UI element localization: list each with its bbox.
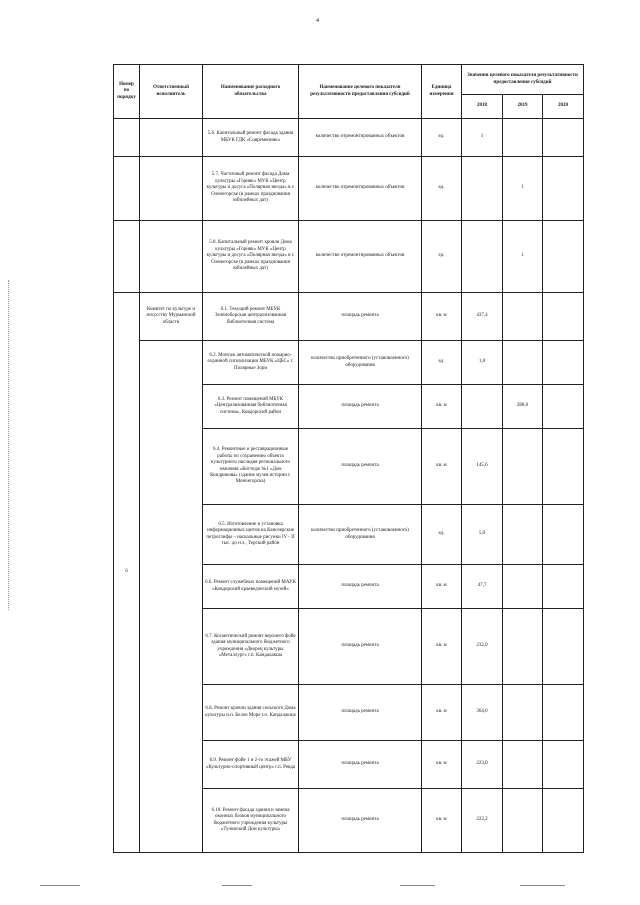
- cell-unit: ед.: [422, 341, 462, 385]
- cell-expense-name: 6.2. Монтаж автоматической пожарно-охранной сигнализации МБУК «ЦБС» г. Полярные Зори: [203, 341, 299, 385]
- table-header: [114, 65, 584, 119]
- cell-indicator: площадь ремонта: [299, 385, 422, 429]
- cell-unit: ед.: [422, 119, 462, 157]
- header-unit: Единица измерения: [422, 65, 462, 119]
- cell-unit: ед.: [422, 157, 462, 221]
- cell-value-2019: [503, 609, 543, 685]
- cell-responsible: [140, 157, 203, 221]
- cell-value-2019: [503, 789, 543, 853]
- cell-value-2019: [503, 741, 543, 789]
- table-row: [114, 119, 584, 157]
- cell-responsible: [140, 119, 203, 157]
- cell-value-2019: 1: [503, 221, 543, 293]
- table-row: [114, 341, 584, 385]
- cell-value-2020: [543, 685, 584, 741]
- cell-value-2019: [503, 293, 543, 341]
- cell-value-2019: [503, 341, 543, 385]
- cell-num: [114, 157, 140, 221]
- cell-value-2019: [503, 119, 543, 157]
- cell-value-2019: [503, 685, 543, 741]
- cell-indicator: количество отремонтированных объектов: [299, 221, 422, 293]
- cell-indicator: площадь ремонта: [299, 741, 422, 789]
- cell-value-2020: [543, 293, 584, 341]
- header-values-group: Значения целевого показателя результативности предоставления субсидий: [462, 65, 584, 95]
- scan-artifact-line: [40, 885, 80, 886]
- cell-value-2018: 222,2: [462, 789, 503, 853]
- cell-value-2018: 5,0: [462, 505, 503, 565]
- cell-value-2018: 1: [462, 119, 503, 157]
- cell-responsible-committee: Комитет по культуре и искусству Мурманской области: [140, 293, 203, 341]
- table-row: [114, 157, 584, 221]
- cell-expense-name: 6.1. Текущий ремонт МБУК Зеленоборская централизованная библиотечная система: [203, 293, 299, 341]
- cell-value-2018: 232,0: [462, 609, 503, 685]
- cell-unit: кв. м: [422, 385, 462, 429]
- cell-value-2020: [543, 741, 584, 789]
- scan-artifact-line: [520, 885, 565, 886]
- header-year-2019: 2019: [503, 95, 543, 119]
- cell-expense-name: 6.9. Ремонт фойе 1 и 2-го этажей МБУ «Культурно-спортивный центр» г.п. Ревда: [203, 741, 299, 789]
- cell-unit: кв. м: [422, 293, 462, 341]
- cell-value-2020: [543, 789, 584, 853]
- cell-unit: кв. м: [422, 429, 462, 505]
- header-responsible: Ответственный исполнитель: [140, 65, 203, 119]
- cell-value-2020: [543, 429, 584, 505]
- indicator-table: [113, 64, 584, 853]
- cell-unit: ед.: [422, 505, 462, 565]
- cell-value-2019: [503, 505, 543, 565]
- header-num: Номер по порядку: [114, 65, 140, 119]
- cell-indicator: площадь ремонта: [299, 429, 422, 505]
- cell-value-2020: [543, 119, 584, 157]
- cell-value-2019: [503, 565, 543, 609]
- cell-expense-name: 6.5. Изготовление и установка информационных щитов на Канозерские петроглифы – наскальные рисунки IV - II тыс. до н.э., Терский район: [203, 505, 299, 565]
- cell-unit: кв. м: [422, 609, 462, 685]
- cell-value-2020: [543, 609, 584, 685]
- cell-indicator: площадь ремонта: [299, 565, 422, 609]
- cell-value-2019: 1: [503, 157, 543, 221]
- cell-value-2019: [503, 429, 543, 505]
- cell-unit: кв. м: [422, 741, 462, 789]
- cell-value-2018: 145,6: [462, 429, 503, 505]
- cell-expense-name: 6.8. Ремонт кровли здания сельского Дома культуры н.п. Белое Море г.п. Кандалакша: [203, 685, 299, 741]
- cell-value-2018: 437,4: [462, 293, 503, 341]
- cell-unit: кв. м: [422, 565, 462, 609]
- cell-value-2018: [462, 385, 503, 429]
- table-row: [114, 221, 584, 293]
- header-year-2018: 2018: [462, 95, 503, 119]
- cell-value-2020: [543, 221, 584, 293]
- cell-value-2018: [462, 157, 503, 221]
- table-row: [114, 293, 584, 341]
- cell-indicator: количество приобретенного (установленного) оборудования: [299, 505, 422, 565]
- cell-value-2018: [462, 221, 503, 293]
- table-body: [114, 119, 584, 853]
- header-year-2020: 2020: [543, 95, 584, 119]
- cell-expense-name: 6.4. Ремонтные и реставрационные работы по сохранению объекта культурного наследия регионального значения «Коттедж №1 «Дом Кондрикова» (здание музея истории г. Мончегорска): [203, 429, 299, 505]
- page-number: 4: [316, 18, 319, 24]
- scan-artifact-line: [222, 885, 252, 886]
- cell-expense-name: 6.6. Ремонт служебных помещений МАУК «Ковдорский краеведческий музей»: [203, 565, 299, 609]
- cell-value-2018: 223,0: [462, 741, 503, 789]
- cell-num: [114, 119, 140, 157]
- cell-indicator: количество приобретенного (установленного) оборудования: [299, 341, 422, 385]
- cell-expense-name: 5.8. Капитальный ремонт кровли Дома культуры «Горняк» МУК «Центр культуры и досуга «Полярная звезда» в г. Оленегорске (в рамках празднования юбилейных дат): [203, 221, 299, 293]
- cell-value-2020: [543, 341, 584, 385]
- cell-indicator: площадь ремонта: [299, 789, 422, 853]
- cell-indicator: количество отремонтированных объектов: [299, 119, 422, 157]
- cell-unit: кв. м: [422, 789, 462, 853]
- cell-indicator: площадь ремонта: [299, 293, 422, 341]
- cell-value-2020: [543, 565, 584, 609]
- cell-value-2020: [543, 385, 584, 429]
- scan-artifact-vline: [8, 280, 9, 610]
- cell-value-2019: 288,0: [503, 385, 543, 429]
- cell-value-2020: [543, 505, 584, 565]
- scan-artifact-line: [400, 885, 435, 886]
- header-expense-name: Наименование расходного обязательства: [203, 65, 299, 119]
- cell-expense-name: 5.6. Капитальный ремонт фасада здания МБУК ГДК «Современник»: [203, 119, 299, 157]
- cell-value-2018: 47,7: [462, 565, 503, 609]
- cell-expense-name: 6.7. Косметический ремонт верхнего фойе здания муниципального бюджетного учреждения «Дворец культуры «Металлург» г.п. Кандалакша: [203, 609, 299, 685]
- cell-value-2018: 364,0: [462, 685, 503, 741]
- cell-expense-name: 6.3. Ремонт помещений МБУК «Централизованная библиотечная система», Ковдорский район: [203, 385, 299, 429]
- cell-indicator: площадь ремонта: [299, 609, 422, 685]
- cell-indicator: площадь ремонта: [299, 685, 422, 741]
- cell-num: [114, 221, 140, 293]
- cell-unit: ед.: [422, 221, 462, 293]
- cell-num: 6: [114, 293, 140, 853]
- cell-value-2018: 1,0: [462, 341, 503, 385]
- cell-value-2020: [543, 157, 584, 221]
- cell-expense-name: 6.10. Ремонт фасада здания и замена оконных блоков муниципального бюджетного учреждения культуры «Туломский Дом культуры»: [203, 789, 299, 853]
- cell-unit: кв. м: [422, 685, 462, 741]
- header-indicator-name: Наименование целевого показателя результативности предоставления субсидий: [299, 65, 422, 119]
- cell-responsible: [140, 221, 203, 293]
- cell-responsible: [140, 341, 203, 853]
- cell-expense-name: 5.7. Частичный ремонт фасада Дома культуры «Горняк» МУК «Центр культуры и досуга «Полярная звезда» в г. Оленегорске (в рамках празднования юбилейных дат): [203, 157, 299, 221]
- cell-indicator: количество отремонтированных объектов: [299, 157, 422, 221]
